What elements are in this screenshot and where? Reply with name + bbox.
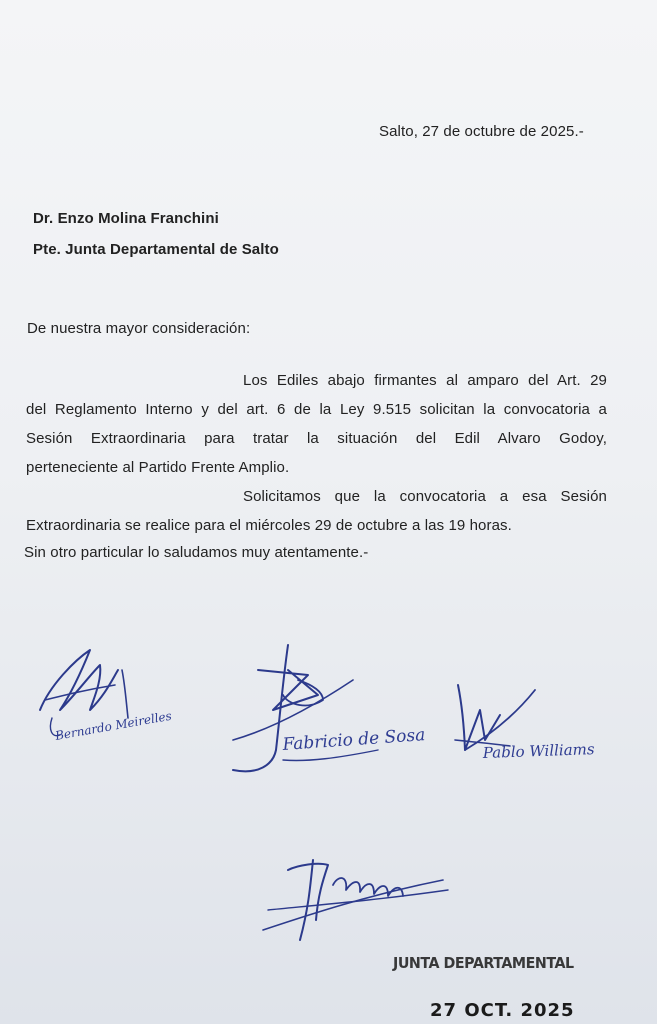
- addressee-position: Pte. Junta Departamental de Salto: [33, 241, 279, 258]
- signature-2-name: Fabricio de Sosa: [281, 725, 426, 755]
- stamp-organization: JUNTA DEPARTAMENTAL: [393, 954, 574, 972]
- closing-line: Sin otro particular lo saludamos muy atentamente.-: [24, 544, 369, 561]
- signature-3: [450, 680, 635, 770]
- signature-1-name: Bernardo Meirelles: [54, 708, 173, 743]
- body-line: perteneciente al Partido Frente Amplio.: [26, 459, 290, 476]
- stamp-date: 27 OCT. 2025: [430, 1000, 575, 1021]
- signature-1: [30, 640, 173, 755]
- signature-2: [228, 640, 443, 785]
- body-line: Los Ediles abajo firmantes al amparo del Art. 29: [243, 372, 607, 389]
- letter-date: Salto, 27 de octubre de 2025.-: [379, 123, 584, 140]
- addressee-name: Dr. Enzo Molina Franchini: [33, 210, 219, 227]
- signature-3-name: Pablo Williams: [482, 740, 595, 762]
- greeting: De nuestra mayor consideración:: [27, 320, 251, 337]
- body-line: del Reglamento Interno y del art. 6 de la Ley 9.515 solicitan la convocatoria a: [26, 401, 607, 418]
- body-line: Solicitamos que la convocatoria a esa Sesión: [243, 488, 607, 505]
- signature-4: [258, 850, 458, 950]
- body-line: Sesión Extraordinaria para tratar la situación del Edil Alvaro Godoy,: [26, 430, 607, 447]
- body-line: Extraordinaria se realice para el miércoles 29 de octubre a las 19 horas.: [26, 517, 512, 534]
